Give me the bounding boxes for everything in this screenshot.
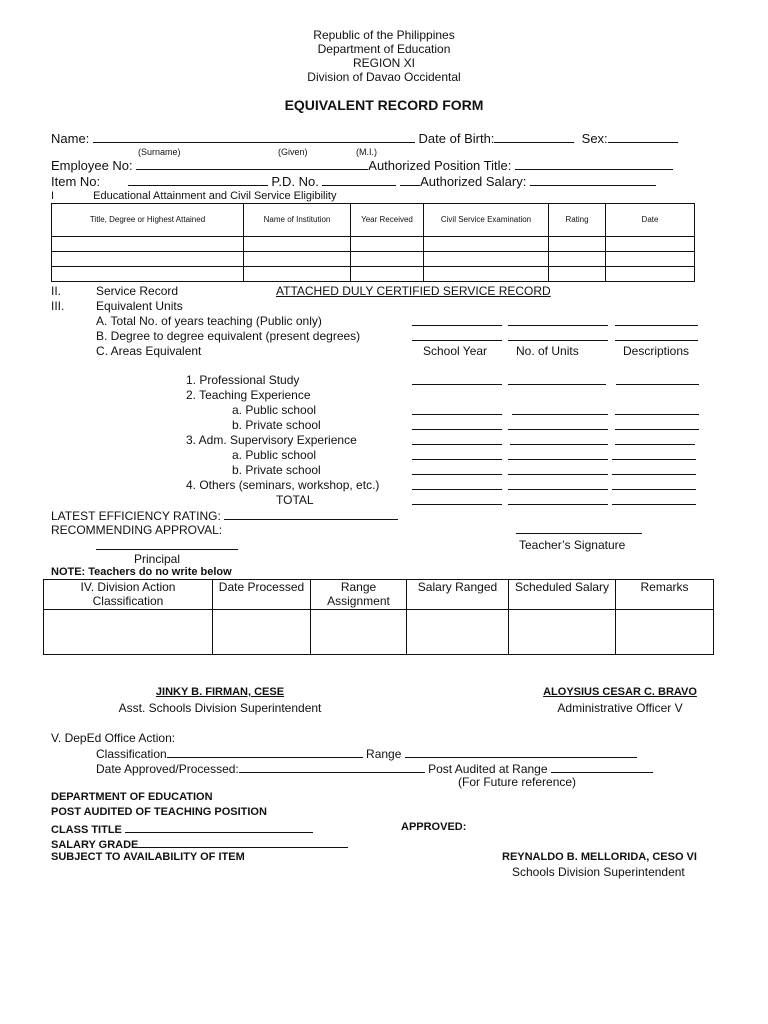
dob-label: Date of Birth: (418, 131, 495, 146)
efficiency-row (51, 508, 398, 523)
ap-units[interactable] (508, 448, 608, 460)
sex-label: Sex: (581, 131, 608, 146)
item-a-year[interactable] (412, 314, 502, 326)
table-row (52, 267, 695, 282)
class-title-label: CLASS TITLE (51, 824, 122, 836)
prof-year[interactable] (412, 373, 502, 385)
efficiency-field[interactable] (224, 508, 398, 520)
col-date: Date (606, 204, 695, 237)
tp-units[interactable] (512, 403, 608, 415)
cell[interactable] (616, 610, 714, 655)
asst-sds-title: Asst. Schools Division Superintendent (118, 701, 322, 715)
cell[interactable] (549, 267, 606, 282)
auth-salary-field[interactable] (530, 174, 656, 186)
total-desc[interactable] (612, 493, 696, 505)
item-a-units[interactable] (508, 314, 608, 326)
approved-label: APPROVED: (401, 821, 467, 833)
cell[interactable] (424, 237, 549, 252)
date-approved-field[interactable] (239, 761, 425, 773)
item-a-desc[interactable] (615, 314, 698, 326)
adm-year[interactable] (412, 433, 502, 445)
col-descriptions: Descriptions (623, 344, 690, 358)
table-row (44, 610, 714, 655)
auth-position-field[interactable] (515, 158, 673, 170)
cell[interactable] (351, 267, 424, 282)
cell[interactable] (509, 610, 616, 655)
section1-label: Educational Attainment and Civil Service Eligibility (93, 190, 337, 202)
sex-field[interactable] (608, 131, 678, 143)
item-c-label: C. Areas Equivalent (96, 344, 202, 358)
principal-label: Principal (134, 552, 181, 566)
item-no-field[interactable] (128, 174, 268, 186)
ap-year[interactable] (412, 448, 502, 460)
teachers-note: NOTE: Teachers do no write below (51, 566, 232, 578)
table-row (52, 237, 695, 252)
col-division-action: IV. Division Action Classification (44, 580, 213, 610)
col-civil-service: Civil Service Examination (424, 204, 549, 237)
auth-salary-label: Authorized Salary: (420, 174, 527, 189)
principal-signature-line[interactable] (96, 538, 238, 550)
tpr-units[interactable] (508, 418, 608, 430)
col-salary-ranged: Salary Ranged (407, 580, 509, 610)
total-year[interactable] (412, 493, 502, 505)
total-units[interactable] (508, 493, 608, 505)
admin-officer-title: Administrative Officer V (557, 701, 683, 715)
section1-numeral: I (51, 190, 55, 202)
pd-no-field[interactable] (322, 174, 396, 186)
admin-officer-name: ALOYSIUS CESAR C. BRAVO (543, 686, 697, 698)
cell[interactable] (606, 237, 695, 252)
pd-no-label: P.D. No. (271, 174, 319, 189)
cell[interactable] (424, 267, 549, 282)
header-division: Division of Davao Occidental (307, 70, 461, 84)
item-b-units[interactable] (508, 329, 608, 341)
cell[interactable] (351, 237, 424, 252)
col-no-units: No. of Units (516, 344, 579, 358)
dob-field[interactable] (494, 131, 574, 143)
recommending-label: RECOMMENDING APPROVAL: (51, 523, 223, 537)
class-title-row (51, 821, 313, 836)
sds-name: REYNALDO B. MELLORIDA, CESO VI (502, 851, 697, 863)
adm-private: b. Private school (232, 463, 321, 477)
cell[interactable] (549, 252, 606, 267)
item-row (51, 174, 656, 189)
name-field[interactable] (93, 131, 415, 143)
employee-row (51, 158, 673, 173)
col-rating: Rating (549, 204, 606, 237)
asst-sds-name: JINKY B. FIRMAN, CESE (155, 686, 285, 698)
name-label: Name: (51, 131, 90, 146)
col-range-assignment: Range Assignment (311, 580, 407, 610)
item-no-label: Item No: (51, 174, 101, 189)
cell[interactable] (244, 267, 351, 282)
cell[interactable] (213, 610, 311, 655)
classification-row (96, 746, 637, 761)
tp-desc[interactable] (615, 403, 699, 415)
section2-numeral: II. (51, 284, 62, 298)
employee-no-field[interactable] (136, 158, 368, 170)
footer-deped: DEPARTMENT OF EDUCATION (51, 791, 213, 803)
col-scheduled-salary: Scheduled Salary (509, 580, 616, 610)
oth-desc[interactable] (612, 478, 696, 490)
cell[interactable] (44, 610, 213, 655)
section3-label: Equivalent Units (96, 299, 183, 313)
section5-label: V. DepEd Office Action: (51, 731, 176, 745)
division-action-table (43, 579, 714, 655)
employee-no-label: Employee No: (51, 158, 133, 173)
section2-label: Service Record (96, 284, 179, 298)
item-b-year[interactable] (412, 329, 502, 341)
cell[interactable] (52, 267, 244, 282)
post-audited-field[interactable] (551, 761, 653, 773)
apr-desc[interactable] (612, 463, 696, 475)
cell[interactable] (549, 237, 606, 252)
cell[interactable] (52, 237, 244, 252)
form-title: EQUIVALENT RECORD FORM (284, 97, 484, 113)
date-approved-label: Date Approved/Processed: (96, 762, 239, 776)
teaching-public: a. Public school (232, 403, 317, 417)
cell[interactable] (424, 252, 549, 267)
cell[interactable] (52, 252, 244, 267)
auth-position-label: Authorized Position Title: (368, 158, 512, 173)
item-a-label: A. Total No. of years teaching (Public only) (96, 314, 322, 328)
letterhead (0, 28, 768, 84)
cell[interactable] (606, 252, 695, 267)
adm-units[interactable] (510, 433, 608, 445)
teacher-signature-label: Teacher’s Signature (519, 538, 626, 552)
prof-units[interactable] (508, 373, 606, 385)
range-field[interactable] (405, 746, 637, 758)
range-label: Range (366, 747, 402, 761)
future-reference: (For Future reference) (458, 775, 577, 789)
col-date-processed: Date Processed (213, 580, 311, 610)
salary-grade-row (51, 836, 348, 851)
oth-units[interactable] (508, 478, 608, 490)
cell[interactable] (351, 252, 424, 267)
item-b-label: B. Degree to degree equivalent (present degrees) (96, 329, 361, 343)
cell[interactable] (244, 237, 351, 252)
header-republic: Republic of the Philippines (313, 28, 455, 42)
salary-grade-label: SALARY GRADE (51, 839, 139, 851)
cell[interactable] (311, 610, 407, 655)
cell[interactable] (606, 267, 695, 282)
tpr-desc[interactable] (615, 418, 699, 430)
cell[interactable] (244, 252, 351, 267)
section3-numeral: III. (51, 299, 65, 313)
total-label: TOTAL (276, 493, 314, 507)
ap-desc[interactable] (612, 448, 696, 460)
teaching-experience: 2. Teaching Experience (186, 388, 311, 402)
col-institution: Name of Institution (244, 204, 351, 237)
efficiency-label: LATEST EFFICIENCY RATING: (51, 509, 221, 523)
adm-supervisory: 3. Adm. Supervisory Experience (186, 433, 357, 447)
adm-public: a. Public school (232, 448, 317, 462)
cell[interactable] (407, 610, 509, 655)
mi-caption: (M.I.) (356, 147, 377, 157)
service-record-note: ATTACHED DULY CERTIFIED SERVICE RECORD (276, 284, 551, 298)
apr-units[interactable] (508, 463, 608, 475)
post-audited-label: Post Audited at Range (428, 762, 548, 776)
col-remarks: Remarks (616, 580, 714, 610)
professional-study: 1. Professional Study (186, 373, 300, 387)
sds-title: Schools Division Superintendent (512, 865, 685, 879)
tp-year[interactable] (412, 403, 502, 415)
teaching-private: b. Private school (232, 418, 321, 432)
header-region: REGION XI (352, 56, 415, 70)
education-table (51, 203, 695, 282)
others: 4. Others (seminars, workshop, etc.) (186, 478, 380, 492)
adm-desc[interactable] (615, 433, 695, 445)
pd-no-extra (400, 174, 420, 186)
surname-caption: (Surname) (138, 147, 181, 157)
subject-availability: SUBJECT TO AVAILABILITY OF ITEM (51, 851, 245, 863)
table-row (52, 252, 695, 267)
col-title-degree: Title, Degree or Highest Attained (52, 204, 244, 237)
col-school-year: School Year (423, 344, 488, 358)
col-year-received: Year Received (351, 204, 424, 237)
section1-heading (51, 190, 336, 202)
apr-year[interactable] (412, 463, 502, 475)
header-department: Department of Education (317, 42, 451, 56)
item-b-desc[interactable] (615, 329, 698, 341)
classification-field[interactable] (167, 746, 363, 758)
salary-grade-field[interactable] (138, 836, 348, 848)
prof-desc[interactable] (616, 373, 699, 385)
name-row (51, 131, 678, 146)
footer-post-audited: POST AUDITED OF TEACHING POSITION (51, 806, 267, 818)
oth-year[interactable] (412, 478, 502, 490)
classification-label: Classification (96, 747, 167, 761)
tpr-year[interactable] (412, 418, 502, 430)
class-title-field[interactable] (125, 821, 313, 833)
given-caption: (Given) (278, 147, 308, 157)
date-approved-row (96, 761, 653, 776)
teacher-signature-line[interactable] (516, 522, 642, 534)
